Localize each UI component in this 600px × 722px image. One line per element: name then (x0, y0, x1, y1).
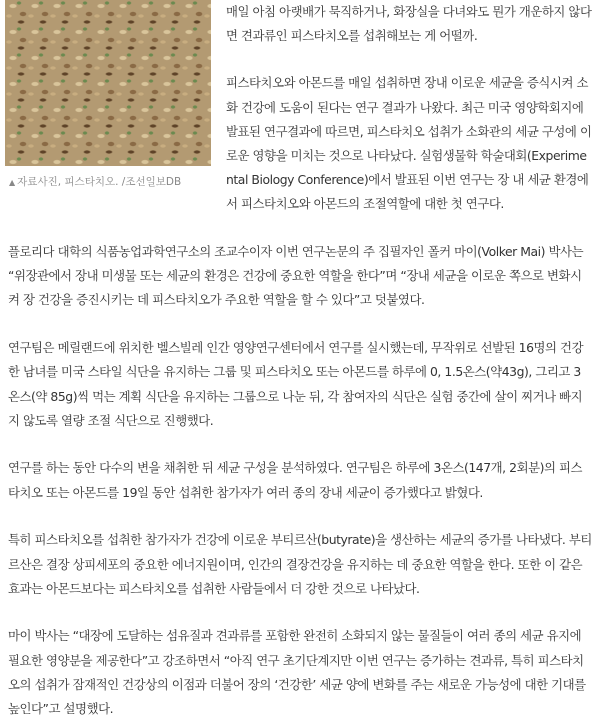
paragraph-2: 피스타치오와 아몬드를 매일 섭취하면 장내 이로운 세균을 증식시켜 소화 건강에 도움이 된다는 연구 결과가 나왔다. 최근 미국 영양학회지에 발표된 연구결과에 따르면, 피스타치오 섭취가 소화관의 세균 구성에 이로운 영향을 미치는 것으로 나타났다. 실험생물학 학술대회(Experimental Biology Conference)에서 발표된 이번 연구는 장 내 세균 환경에서 피스타치오와 아몬드의 조절역할에 대한 첫 연구다. (226, 75, 592, 212)
photo-caption (5, 174, 211, 189)
pistachio-photo (5, 0, 211, 166)
article-figure (5, 0, 211, 189)
paragraph-5: 연구를 하는 동안 다수의 변을 채취한 뒤 세균 구성을 분석하였다. 연구팀은 하루에 3온스(147개, 2회분)의 피스타치오 또는 아몬드를 19일 동안 섭취한 참가자가 여러 종의 장내 세균이 증가했다고 밝혔다. (8, 460, 583, 500)
paragraph-3: 플로리다 대학의 식품농업과학연구소의 조교수이자 이번 연구논문의 주 집필자인 폴커 마이(Volker Mai) 박사는 “위장관에서 장내 미생물 또는 세균의 환경은 건강에 중요한 역할을 한다”며 “장내 세균을 이로운 쪽으로 변화시켜 장 건강을 증진시키는 데 피스타치오가 주요한 역할을 할 수 있다”고 덧붙였다. (8, 244, 584, 308)
triangle-icon: ▲ (9, 178, 16, 187)
paragraph-4: 연구팀은 메릴랜드에 위치한 벨스빌레 인간 영양연구센터에서 연구를 실시했는데, 무작위로 선발된 16명의 건강한 남녀를 미국 스타일 식단을 유지하는 그룹 및 피스타치오 또는 아몬드를 하루에 0, 1.5온스(약43g), 그리고 3온스(약 85g)씩 먹는 계획 식단을 유지하는 그룹으로 나눈 뒤, 각 참여자의 식단은 실험 중간에 살이 찌거나 빠지지 않도록 열량 조절 식단으로 진행했다. (8, 340, 584, 428)
photo-caption-text: 자료사진, 피스타치오. /조선일보DB (17, 176, 182, 188)
intro-column (226, 0, 592, 217)
paragraph-1: 매일 아침 아랫배가 묵직하거나, 화장실을 다녀와도 뭔가 개운하지 않다면 견과류인 피스타치오를 섭취해보는 게 어떨까. (226, 4, 592, 44)
paragraph-7: 마이 박사는 “대장에 도달하는 섬유질과 견과류를 포함한 완전히 소화되지 않는 물질들이 여러 종의 세균 유지에 필요한 영양분을 제공한다”고 강조하면서 “아직 연구 초기단계지만 이번 연구는 증가하는 견과류, 특히 피스타치오의 섭취가 잠재적인 건강상의 이점과 더불어 장의 ‘건강한’ 세균 양에 변화를 주는 새로운 가능성에 대한 기대를 높인다”고 설명했다. (8, 628, 586, 717)
paragraph-6: 특히 피스타치오를 섭취한 참가자가 건강에 이로운 부티르산(butyrate)을 생산하는 세균의 증가를 나타냈다. 부티르산은 결장 상피세포의 중요한 에너지원이며, 인간의 결장건강을 유지하는 데 중요한 역할을 한다. 또한 이 같은 효과는 아몬드보다는 피스타치오를 섭취한 사람들에서 더 강한 것으로 나타났다. (8, 532, 592, 596)
article-body (8, 240, 592, 721)
